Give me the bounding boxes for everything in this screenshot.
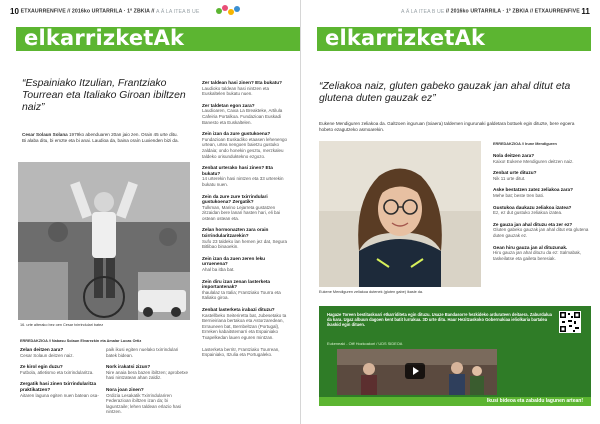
qa-answer: Gluten gabeko gauzak jan ahal ditut eta glutena duten gauzak ez. (493, 227, 589, 238)
qa-item (202, 131, 288, 159)
qa-item (20, 347, 100, 358)
qa-answer: Aitaren laguna egiten nuen batean osa- (20, 392, 99, 398)
qa-answer: 14 urterekin hasi nintzen eta 33 urterekin bukatu nuen. (202, 176, 284, 187)
qa-question: Nora joan zinen? (106, 386, 144, 392)
girl-portrait-photo (319, 141, 481, 287)
qa-answer: Ez, ez dut gustuko zeliakoa izatea. (493, 210, 563, 216)
qa-answer: Lasterketa berritr, Frantziako Tourrean, Espainiako, Itzulia eta Portugaleko. (202, 346, 280, 358)
left-qa-column-2 (106, 347, 190, 421)
left-qa-column-3 (202, 80, 288, 364)
qa-question: Zenbat urterako hasi zinen? Eta bukatu? (202, 165, 273, 176)
qa-answer: Cesar Solaun deitzen naiz. (20, 352, 74, 358)
qa-item (202, 256, 288, 273)
video-promo-box (319, 306, 591, 406)
qa-question: Zer taldean hasi zinen? Eta bukatu? (202, 80, 282, 85)
qa-item (106, 364, 190, 381)
qa-question: Ze gauza jan ahal dituzu eta zer ez? (493, 221, 573, 227)
right-qa-column (493, 153, 589, 267)
right-header-crumb: // 2016ko URTARRILA · 1º ZBKIA // ETXAURRENFIVE (445, 8, 580, 15)
qa-question: Zelan deitzen zara? (20, 347, 64, 352)
qa-question: Aske bestatzen zatez zeliakoa zara? (493, 187, 573, 193)
qa-question: Gean hiru gauza jan al dituzunak. (493, 244, 568, 250)
qa-answer: Futbola, atletismo eta txirrindularitza. (20, 369, 94, 375)
video-player[interactable] (337, 349, 497, 395)
qa-answer: Tulkman, Marino Lejarreta gustatzen zitzaidan bere lanari hasten hari, eli bai ostean ostean eta. (202, 204, 281, 221)
left-intro-text: 1979ko abenduaren 20an jaio zen. Orain 45 urte ditu. Bi alaba ditu, bi emzte eta bi anai. Laudioa da, baina oraín Luxienden bizi da. (22, 132, 179, 144)
qa-question: Zelan hormonazten zara orain txirrindularitzarekin? (202, 227, 269, 239)
qa-question: Zein izan da zuen zeren leku urruenena? (202, 255, 266, 267)
qa-answer: Mehe bat; beste tren bati. (493, 192, 545, 198)
magazine-logo-icon (214, 4, 242, 18)
left-page-header (10, 7, 199, 16)
qa-question: Zein da zure zure txirrindulari gustukoena? Zergatik? (202, 193, 268, 205)
play-icon[interactable] (405, 363, 425, 379)
qa-answer: Kaixo! Eukene Mendiguren deitzen naiz. (493, 158, 574, 164)
qa-item (20, 381, 100, 398)
qa-answer: Ordizia Lesakatik Txirrindulariren Federazioan ibiltzen izan da; bi laguntzaile; lehen taldean erlazio hasi nintzen. (106, 392, 182, 415)
right-page-header (401, 7, 590, 16)
left-photo-caption: 16. urte alterako bez oen Cesar txirrindulari batez (20, 323, 104, 327)
qa-question: Zein izan da zure gustukoena? (202, 131, 271, 137)
qa-item (202, 307, 288, 341)
left-header-section: A Ä LA ITEA B UE (156, 8, 200, 15)
qa-question: Ze kirol egin duzu? (20, 364, 63, 370)
qa-question: Nola deitzen zara? (493, 153, 535, 158)
right-header-section: A Ä LA ITEA B UE (401, 8, 445, 15)
qa-answer: Ahal ba itba bat. (202, 267, 235, 273)
qa-question: Zenbat urte dituzu? (493, 170, 537, 176)
right-photo-caption: Eukene Mendiguren zeliakoa dutenek (gluten gabe) ikasle da. (319, 290, 424, 294)
left-intro-lead: Cesar Solaun Solana (22, 132, 68, 137)
qa-item (493, 222, 589, 239)
qa-question: Gustukoa daukazu zeliakoa izatea? (493, 204, 572, 210)
qa-item (202, 194, 288, 222)
qa-item (202, 279, 288, 301)
qa-question: Zenbat lasterketa irabazi dituzu? (202, 307, 275, 312)
qa-item (493, 187, 589, 198)
qa-item (20, 364, 100, 375)
qa-answer: Nire anaia bera bazen ibiltzen; aprobetxe hasi nintzatean ahan zaldiz. (106, 369, 189, 381)
cyclist-photo (18, 162, 190, 320)
right-banner-title: elkarrizketAk (325, 26, 486, 50)
left-header-crumb: ETXAURRENFIVE // 2016ko URTARRILA · 1º ZBKIA // (20, 8, 155, 15)
qa-answer: Sufo 23 taldeko lan hemen jez dat, Segura Bitlibao binaoekin. (202, 238, 288, 250)
left-qa-column-1 (20, 347, 100, 404)
qa-answer: Kastellbeko Seiteriretta bat, Jubesetako ta Bernieiriana bertakoa eta Astorzaredean, Errauneen bat, Bernbeltzan (Portugal), Erreken kabaitstemarri eta Espainiako Txapelkedan lauen eguren mintzan. (202, 312, 287, 340)
qa-item (202, 80, 288, 97)
qa-answer: Fundazioan Euskadiko etaasen lehenengo urtean, urtea nengoen baietzu gustuko zaldaia; ondo honekin gesztu, merzkaleu taldeko orisunduktekno ezgozo. (202, 136, 288, 159)
qa-question: Zein diru izan zenan lasterketa importantenak? (202, 278, 270, 290)
qa-answer: Ihaulalaz ta Italia; Frantziako Tourra eta Italiako giroa. (202, 289, 281, 301)
qa-answer: Nik 11 urte ditut. (493, 175, 526, 181)
girl-portrait-image (319, 141, 481, 287)
right-page (300, 0, 600, 424)
qa-item (202, 103, 288, 125)
qr-code-icon[interactable] (559, 311, 581, 333)
right-page-number: 11 (581, 7, 590, 16)
promo-footer-cta: Ikusi bideoa eta zabaldu lagunen artean! (319, 397, 591, 406)
qa-item (493, 205, 589, 216)
promo-video-label: Eukeneaki - Oiff Hozkoakori / UDS SIDEOA (327, 341, 403, 346)
cyclist-photo-image (18, 162, 190, 320)
right-headline-quote: “Zeliakoa naiz, gluten gabeko gauzak jan ahal ditut eta glutena duten gauzak ez” (319, 81, 571, 104)
qa-question: Zer taldetan egon zara? (202, 102, 255, 108)
left-banner-title: elkarrizketAk (24, 26, 185, 50)
qa-item (202, 165, 288, 187)
left-credit-line: ERREDAKZIOA // Nabasu Solaun Elvarezkin eta Amalar Lucas Ortiz (20, 339, 142, 343)
right-credit-line: ERREDAKZIOA // Irune Mendiguren (493, 142, 557, 146)
qa-item (493, 153, 589, 164)
qa-item (493, 245, 589, 262)
qa-answer: Laudioaren, Caixa La Breakteke, Artilula Cafeiria Portalkoa. Fundazioan Euskadi Banesto eta Euskaltelen. (202, 108, 283, 125)
qa-question: Zergatik hasi zinen txirrindularitza praktikatzen? (20, 381, 97, 392)
right-intro: Eukene Mendiguren zeliakoa da. Galtzoen inguruan (txiaera) taldemen ingurunaki galdetara bottuek egin dituzte, bere egoera hobeto ezagutzeko asmoarekin. (319, 121, 575, 133)
qa-item (493, 170, 589, 181)
left-headline-quote: “Espainiako Itzulian, Frantziako Tourrean eta Italiako Giroan ibiltzen naiz” (22, 78, 186, 113)
qa-item (202, 227, 288, 249)
qa-item (106, 347, 190, 358)
qa-answer: Hiru gauza jan ahal dituzu da ez: Salmabak, taskeilatse eta gaileta beresiak. (493, 250, 582, 261)
promo-text: Hagaze Toreen bestitaskoari etkarriditeta egin dituzu. Usaze Bandasorre hezkideko ardurateen deitaera. Zaburdalua da kara. Ugaz albuun dagoen kent batit lurrakua. 3D urte ditu. Haur Hezitzaskoko Gobernukiaa ieliolkaria bartalea ikaskid egin dituen. (327, 312, 552, 328)
left-page-number: 10 (10, 7, 20, 16)
qa-answer: paik ikusi egiten nuelako txirrindulari batek bidean. (106, 347, 179, 358)
qa-answer: Laudioko taldean hasi nintzen eta Euskaltelen bukatu nuen. (202, 85, 270, 97)
qa-item (202, 347, 288, 358)
qa-question: Nork irakatsi zizun? (106, 364, 151, 370)
left-section-banner (16, 27, 300, 51)
right-section-banner (317, 27, 591, 51)
left-intro (22, 132, 182, 144)
qa-item (106, 387, 190, 415)
